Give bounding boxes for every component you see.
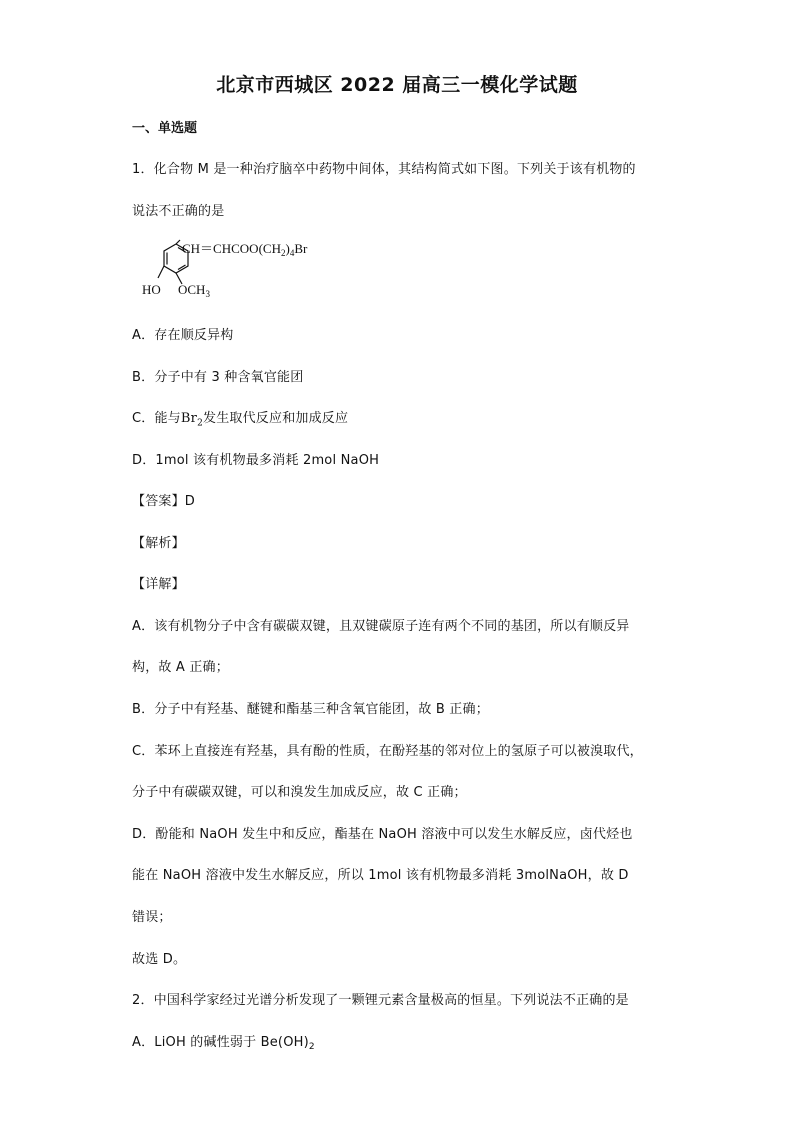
q1-explain-d1: D．酚能和 NaOH 发生中和反应，酯基在 NaOH 溶液中可以发生水解反应，卤代烃也 [132, 827, 633, 842]
q1-analysis-label: 【解析】 [132, 536, 185, 551]
och3-label: $OCH_3$ [178, 282, 210, 299]
q1-option-b: B．分子中有 3 种含氧官能团 [132, 370, 304, 385]
q1-explain-d3: 错误； [132, 910, 172, 925]
section-heading: 一、单选题 [132, 121, 198, 136]
benzene-ring-structure [138, 236, 398, 306]
q1-explain-c2: 分子中有碳碳双键，可以和溴发生加成反应，故 C 正确； [132, 785, 467, 800]
page-title: 北京市西城区 2022 届高三一模化学试题 [216, 74, 578, 96]
q1-explain-a2: 构，故 A 正确； [132, 660, 229, 675]
svg-text:CH＝CHCOO(CH2)4Br: $CH=CHCOO(CH_2)_4Br$ [182, 241, 308, 258]
br2-formula: $Br_2$ [180, 411, 203, 429]
q2-option-a: A．LiOH 的碱性弱于 $Be(OH)_2$ [132, 1035, 315, 1052]
q1-explain-c1: C．苯环上直接连有羟基，具有酚的性质，在酚羟基的邻对位上的氢原子可以被溴取代， [132, 744, 643, 759]
ho-label: HO [142, 282, 161, 297]
q1-stem-line2: 说法不正确的是 [132, 204, 225, 219]
q1-option-d: D．1mol 该有机物最多消耗 2mol NaOH [132, 453, 380, 468]
structure-diagram [138, 236, 398, 306]
q1-stem-line1: 1．化合物 M 是一种治疗脑卒中药物中间体，其结构简式如下图。下列关于该有机物的 [132, 162, 636, 177]
q1-explain-b: B．分子中有羟基、醚键和酯基三种含氧官能团，故 B 正确； [132, 702, 489, 717]
q1-explain-d2: 能在 NaOH 溶液中发生水解反应，所以 1mol 该有机物最多消耗 3molNaOH，故 D [132, 868, 629, 883]
q1-option-a: A．存在顺反异构 [132, 328, 234, 343]
q1-detail-label: 【详解】 [132, 577, 185, 592]
q1-explain-a1: A．该有机物分子中含有碳碳双键，且双键碳原子连有两个不同的基团，所以有顺反异 [132, 619, 630, 634]
q1-answer: 【答案】D [132, 494, 196, 509]
q1-explain-end: 故选 D。 [132, 952, 187, 967]
q1-option-c: C．能与$Br_2$发生取代反应和加成反应 [132, 411, 349, 429]
q2-stem: 2．中国科学家经过光谱分析发现了一颗锂元素含量极高的恒星。下列说法不正确的是 [132, 993, 629, 1008]
